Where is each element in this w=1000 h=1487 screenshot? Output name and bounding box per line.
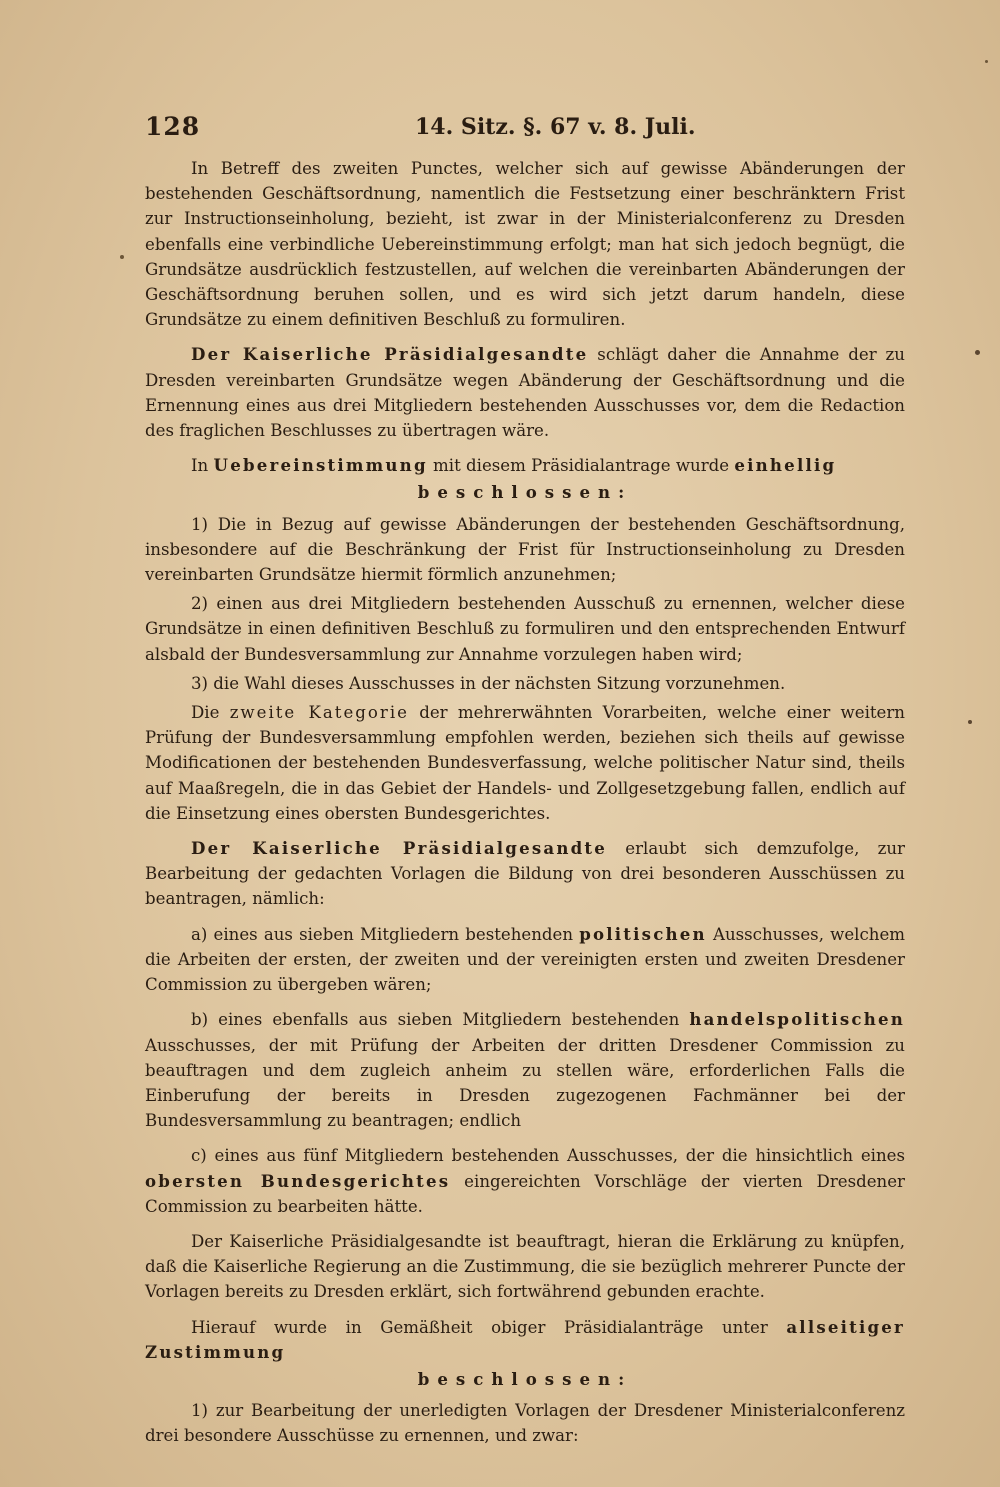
paragraph-5: [145, 836, 905, 912]
resolution-item: 1) Die in Bezug auf gewisse Abänderungen der bestehenden Geschäftsordnung, insbesondere auf die Beschränkung der Frist für Instructionseinholung zu Dresden vereinbarten Grundsätze hiermit förmlich anzunehmen;: [145, 514, 905, 585]
paragraph-4: [145, 700, 905, 826]
paragraph-text: b) eines ebenfalls aus sieben Mitgliedern bestehenden: [191, 1010, 690, 1030]
spaced-emphasis: handelspolitischen: [689, 1009, 905, 1030]
spaced-emphasis: Der Kaiserliche Präsidialgesandte: [191, 344, 589, 365]
paragraph-text: eingereichten Vorschläge der vierten Dresdener Commission zu bearbeiten hätte.: [145, 1171, 905, 1216]
paragraph-7: [145, 1315, 905, 1365]
paragraph-text: In: [191, 456, 214, 476]
paragraph-6: Der Kaiserliche Präsidialgesandte ist beauftragt, hieran die Erklärung zu knüpfen, daß die Kaiserliche Regierung an die Zustimmung, die sie bezüglich mehrerer Puncte der Vorlagen bereits zu Dresden erklärt, sich fortwährend gebunden erachte.: [145, 1231, 905, 1302]
ink-spot: [120, 255, 124, 259]
paragraph-text: Die: [191, 703, 230, 723]
paragraph-text: erlaubt sich demzufolge, zur Bearbeitung der gedachten Vorlagen die Bildung von drei besonderen Ausschüssen zu beantragen, nämlich:: [145, 839, 905, 909]
resolution-item: 1) zur Bearbeitung der unerledigten Vorlagen der Dresdener Ministerialconferenz drei besondere Ausschüsse zu ernennen, und zwar:: [145, 1401, 905, 1446]
spaced-emphasis: Der Kaiserliche Präsidialgesandte: [191, 838, 608, 859]
paragraph-text: c) eines aus fünf Mitgliedern bestehenden Ausschusses, der die hinsichtlich eines: [191, 1146, 905, 1166]
page-number: 128: [145, 112, 201, 141]
spaced-emphasis: Uebereinstimmung: [213, 455, 428, 476]
paragraph-2: [145, 342, 905, 443]
ink-spot: [975, 350, 980, 355]
sub-item-c: [145, 1143, 905, 1219]
spaced-emphasis: politischen: [579, 923, 707, 944]
resolution-heading: beschlossen:: [417, 482, 633, 503]
ink-spot: [985, 60, 988, 63]
running-head: 14. Sitz. §. 67 v. 8. Juli.: [415, 114, 696, 140]
spaced-emphasis: einhellig: [734, 455, 837, 476]
spaced-emphasis: zweite Kategorie: [229, 703, 409, 723]
ink-spot: [968, 720, 972, 724]
sub-item-b: [145, 1007, 905, 1133]
sub-item-a: [145, 922, 905, 998]
paragraph-text: Ausschusses, der mit Prüfung der Arbeiten der dritten Dresdener Commission zu beauftragen und dem zugleich anheim zu stellen wäre, erforderlichen Falls die Einberufung der bereits in Dresden zugezogenen Fachmänner bei der Bundesversammlung zu beantragen; endlich: [145, 1035, 905, 1131]
paragraph-text: schlägt daher die Annahme der zu Dresden vereinbarten Grundsätze wegen Abänderung der Geschäftsordnung und die Ernennung eines aus drei Mitgliedern bestehenden Ausschusses vor, dem die Redaction des fraglichen Beschlusses zu übertragen wäre.: [145, 345, 905, 441]
paragraph-text: mit diesem Präsidialantrage wurde: [427, 456, 735, 476]
spaced-emphasis: obersten Bundesgerichtes: [145, 1170, 451, 1191]
resolution-item: 3) die Wahl dieses Ausschusses in der nächsten Sitzung vorzunehmen.: [191, 673, 786, 693]
paragraph-text: Hierauf wurde in Gemäßheit obiger Präsidialanträge unter: [191, 1317, 787, 1337]
paragraph-1: In Betreff des zweiten Punctes, welcher sich auf gewisse Abänderungen der bestehenden Geschäftsordnung, namentlich die Festsetzung einer beschränktern Frist zur Instructionseinholung, bezieht, ist zwar in der Ministerialconferenz zu Dresden ebenfalls eine verbindliche Uebereinstimmung erfolgt; man hat sich jedoch begnügt, die Grundsätze ausdrücklich festzustellen, auf welchen die vereinbarten Abänderungen der Geschäftsordnung beruhen sollen, und es wird sich jetzt darum handeln, diese Grundsätze zu einem definitiven Beschluß zu formuliren.: [145, 159, 905, 330]
page-body: [145, 156, 905, 1453]
paragraph-text: der mehrerwähnten Vorarbeiten, welche einer weitern Prüfung der Bundesversammlung empfohlen werden, beziehen sich theils auf gewisse Modificationen der bestehenden Bundesverfassung, welche politischer Natur sind, theils auf Maaßregeln, die in das Gebiet der Handels- und Zollgesetzgebung fallen, endlich auf die Einsetzung eines obersten Bundesgerichtes.: [145, 703, 905, 823]
paragraph-3: [145, 453, 905, 478]
page-header: [145, 112, 905, 144]
paragraph-text: Ausschusses, welchem die Arbeiten der ersten, der zweiten und der vereinigten ersten und zweiten Dresdener Commission zu übergeben wären;: [145, 924, 905, 995]
resolution-heading: beschlossen:: [417, 1368, 633, 1389]
resolution-item: 2) einen aus drei Mitgliedern bestehenden Ausschuß zu ernennen, welcher diese Grundsätze in einen definitiven Beschluß zu formuliren und den entsprechenden Entwurf alsbald der Bundesversammlung zur Annahme vorzulegen haben wird;: [145, 594, 905, 664]
spaced-emphasis: allseitiger Zustimmung: [145, 1316, 905, 1362]
paragraph-text: a) eines aus sieben Mitgliedern bestehenden: [191, 924, 580, 944]
